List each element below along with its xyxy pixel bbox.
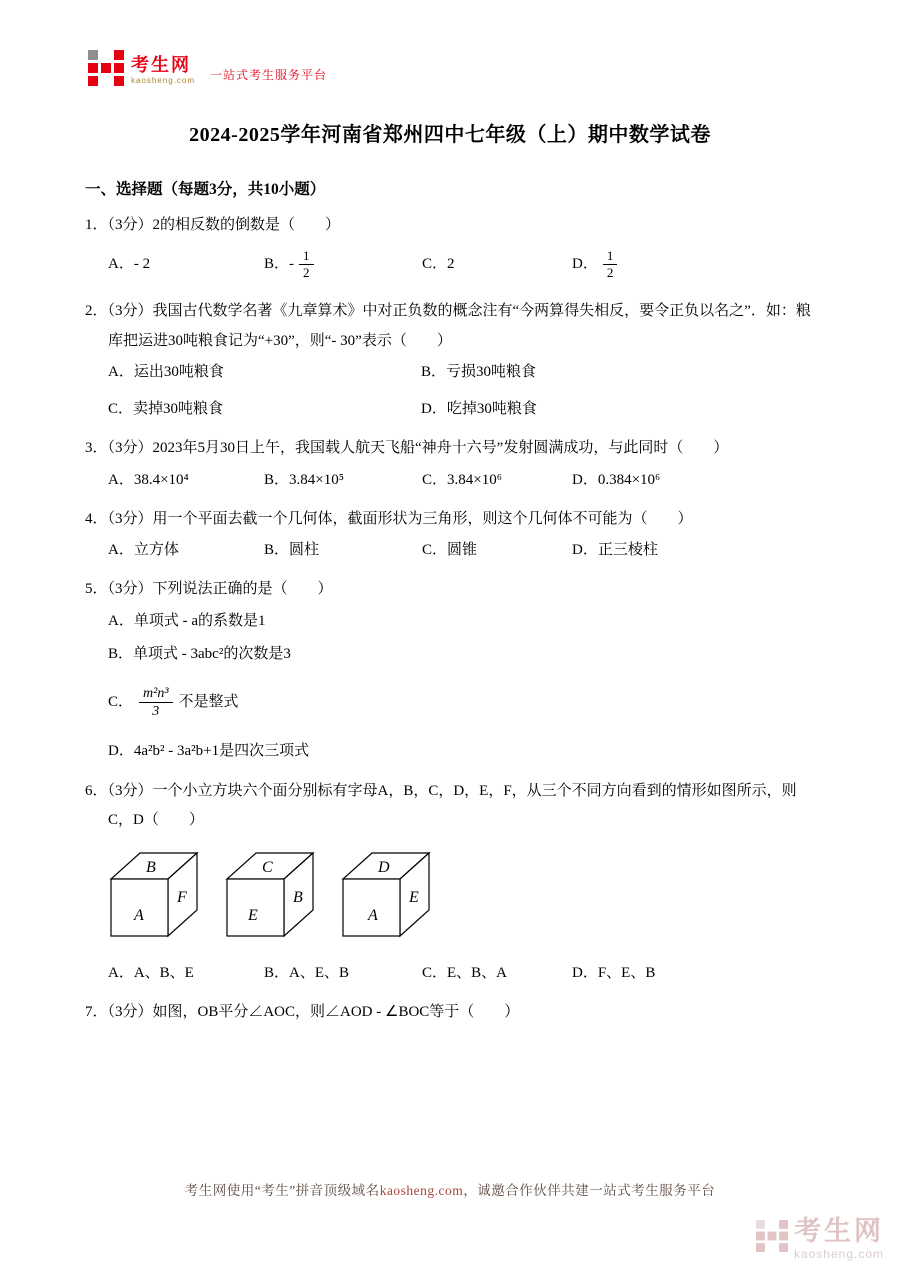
question-5-stem: 5．（3分）下列说法正确的是（ ） — [85, 581, 333, 598]
footer-text-left: 考生网使用“考生”拼音顶级域名 — [184, 1183, 380, 1198]
watermark-domain: kaosheng.com — [793, 1247, 884, 1261]
fraction-numerator: 1 — [603, 248, 618, 265]
logo-tagline: 一站式考生服务平台 — [210, 68, 328, 82]
q5-option-d: D．4a²b² - 3a²b+1是四次三项式 — [108, 742, 310, 759]
q5-option-b: B．单项式 - 3abc²的次数是3 — [108, 645, 291, 662]
watermark-site-name: 考生网 — [793, 1216, 884, 1247]
kaosheng-blocks-icon — [88, 50, 124, 86]
cube1-front-label: A — [134, 907, 144, 924]
q5-option-a: A．单项式 - a的系数是1 — [108, 612, 266, 629]
question-6-figure — [85, 847, 815, 941]
question-2-options — [85, 356, 815, 426]
q2-option-b: B．亏损30吨粮食 — [421, 363, 537, 380]
q3-option-a: A．38.4×10⁴ — [108, 471, 189, 488]
watermark-text-block — [794, 1217, 884, 1261]
question-4 — [85, 505, 815, 567]
kaosheng-logo — [88, 50, 327, 86]
question-1-options — [85, 240, 815, 288]
q1-option-b-prefix: B．- — [264, 256, 295, 273]
cube1-top-label: B — [146, 859, 156, 876]
cube-view-1 — [108, 847, 208, 941]
q2-option-c: C．卖掉30吨粮食 — [108, 401, 224, 417]
q4-option-c: C．圆锥 — [422, 542, 478, 558]
cube2-top-label: C — [262, 859, 273, 876]
fraction-numerator: m²n³ — [139, 685, 173, 704]
kaosheng-watermark — [756, 1217, 884, 1261]
footer-text-right: ，诚邀合作伙伴共建一站式考生服务平台 — [463, 1183, 716, 1198]
cube3-top-label: D — [378, 859, 390, 876]
cube3-front-label: A — [368, 907, 378, 924]
q1-option-b — [264, 248, 422, 282]
fraction-denominator: 2 — [606, 264, 614, 280]
logo-domain-text: kaosheng.com — [131, 76, 196, 86]
footer-note — [0, 1179, 900, 1199]
question-3-stem: 3．（3分）2023年5月30日上午，我国载人航天飞船“神舟十六号”发射圆满成功，与此同时（ ） — [85, 440, 729, 457]
exam-title: 2024-2025学年河南省郑州四中七年级（上）期中数学试卷 — [189, 124, 711, 146]
q3-option-b: B．3.84×10⁵ — [264, 471, 344, 488]
q2-option-a: A．运出30吨粮食 — [108, 363, 224, 380]
footer-domain: kaosheng.com — [379, 1183, 464, 1198]
fraction-denominator: 3 — [152, 704, 160, 719]
cube3-side-label: E — [409, 889, 419, 906]
cube-view-2 — [224, 847, 324, 941]
exam-body — [0, 147, 900, 1028]
question-1-stem: 1．（3分）2的相反数的倒数是（ ） — [85, 217, 341, 233]
fraction — [603, 248, 618, 282]
question-5 — [85, 575, 815, 767]
question-7 — [85, 998, 815, 1027]
cube2-front-label: E — [248, 907, 258, 924]
cube2-side-label: B — [293, 889, 303, 906]
q5-option-c — [85, 675, 815, 731]
fraction-numerator: 1 — [299, 248, 314, 265]
q3-option-d: D．0.384×10⁶ — [572, 471, 661, 488]
logo-text-block — [131, 56, 195, 86]
question-1 — [85, 211, 815, 288]
kaosheng-blocks-icon-light — [756, 1220, 788, 1252]
q2-option-d: D．吃掉30吨粮食 — [421, 401, 537, 417]
q6-option-b: B．A、E、B — [264, 965, 350, 981]
question-2-stem: 2．（3分）我国古代数学名著《九章算术》中对正负数的概念注有“今两算得失相反，要令正负以名之”．如：粮库把运进30吨粮食记为“+30”，则“- 30”表示（ ） — [85, 303, 811, 349]
q5-option-c-suffix: 不是整式 — [178, 694, 239, 710]
q6-option-c: C．E、B、A — [422, 965, 508, 981]
q1-option-c: C．2 — [422, 256, 455, 273]
question-3-options — [85, 464, 815, 496]
question-6-stem: 6．（3分）一个小立方块六个面分别标有字母A，B，C，D，E，F，从三个不同方向看到的情形如图所示，则C，D（ ） — [85, 782, 797, 828]
q4-option-d: D．正三棱柱 — [572, 542, 658, 558]
q4-option-b: B．圆柱 — [264, 542, 320, 558]
cube1-side-label: F — [177, 889, 187, 906]
fraction — [299, 248, 314, 282]
question-6 — [85, 777, 815, 990]
fraction — [139, 685, 173, 721]
q5-option-c-prefix: C． — [108, 694, 134, 710]
question-2 — [85, 297, 815, 425]
q6-option-a: A．A、B、E — [108, 965, 194, 981]
fraction-denominator: 2 — [303, 264, 310, 280]
section-header: 一、选择题（每题3分，共10小题） — [85, 181, 326, 198]
question-7-stem: 7．（3分）如图，OB平分∠AOC，则∠AOD - ∠BOC等于（ ） — [85, 1004, 520, 1021]
question-6-options — [85, 957, 815, 989]
q6-option-d: D．F、E、B — [572, 965, 656, 981]
q1-option-a: A．- 2 — [108, 256, 151, 273]
q1-option-d — [572, 248, 815, 282]
q3-option-c: C．3.84×10⁶ — [422, 471, 502, 488]
question-3 — [85, 434, 815, 496]
question-4-options — [85, 534, 815, 566]
cube-view-3 — [340, 847, 440, 941]
q4-option-a: A．立方体 — [108, 542, 179, 558]
question-4-stem: 4．（3分）用一个平面去截一个几何体，截面形状为三角形，则这个几何体不可能为（ ） — [85, 510, 693, 527]
q1-option-d-prefix: D． — [572, 256, 598, 273]
logo-site-name: 考生网 — [131, 55, 191, 76]
